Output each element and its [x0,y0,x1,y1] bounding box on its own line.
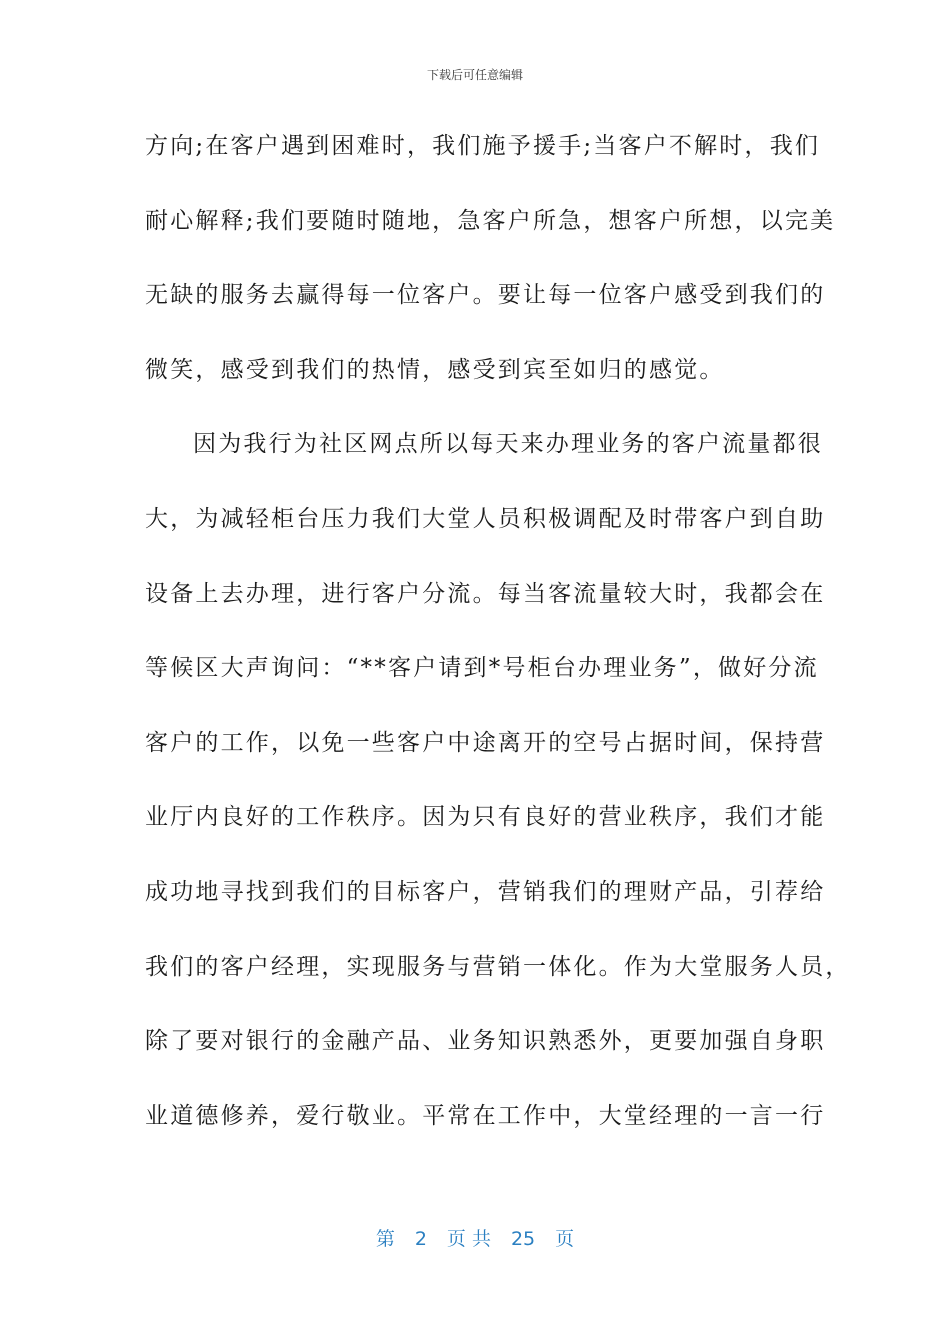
paragraph-start-line: 因为我行为社区网点所以每天来办理业务的客户流量都很 [193,431,823,458]
page-footer [0,1224,950,1251]
document-body [145,120,851,1164]
text-line-4: 微笑，感受到我们的热情，感受到宾至如归的感觉。 [145,356,725,383]
text-line-12: 我们的客户经理，实现服务与营销一体化。作为大堂服务人员， [145,953,851,980]
page-mid: 页 共 [446,1228,491,1250]
page-suffix: 页 [555,1228,575,1250]
total-pages-number: 25 [510,1228,536,1250]
text-line-2: 耐心解释;我们要随时随地，急客户所急，想客户所想，以完美 [145,207,836,234]
text-line-10: 业厅内良好的工作秩序。因为只有良好的营业秩序，我们才能 [145,804,826,831]
text-line-11: 成功地寻找到我们的目标客户，营销我们的理财产品，引荐给 [145,878,826,905]
text-line-3: 无缺的服务去赢得每一位客户。要让每一位客户感受到我们的 [145,282,826,309]
text-line-13: 除了要对银行的金融产品、业务知识熟悉外，更要加强自身职 [145,1028,826,1055]
header-note: 下载后可任意编辑 [426,68,523,82]
text-line-9: 客户的工作，以免一些客户中途离开的空号占据时间，保持营 [145,729,826,756]
current-page-number: 2 [414,1228,427,1250]
page-prefix: 第 [375,1228,395,1250]
text-line-14: 业道德修养，爱行敬业。平常在工作中，大堂经理的一言一行 [145,1102,826,1129]
text-line-7: 设备上去办理，进行客户分流。每当客流量较大时，我都会在 [145,580,826,607]
text-line-6: 大，为减轻柜台压力我们大堂人员积极调配及时带客户到自助 [145,505,826,532]
text-line-8: 等候区大声询问：“**客户请到*号柜台办理业务”，做好分流 [145,655,819,682]
text-line-1: 方向;在客户遇到困难时，我们施予援手;当客户不解时，我们 [145,133,821,159]
